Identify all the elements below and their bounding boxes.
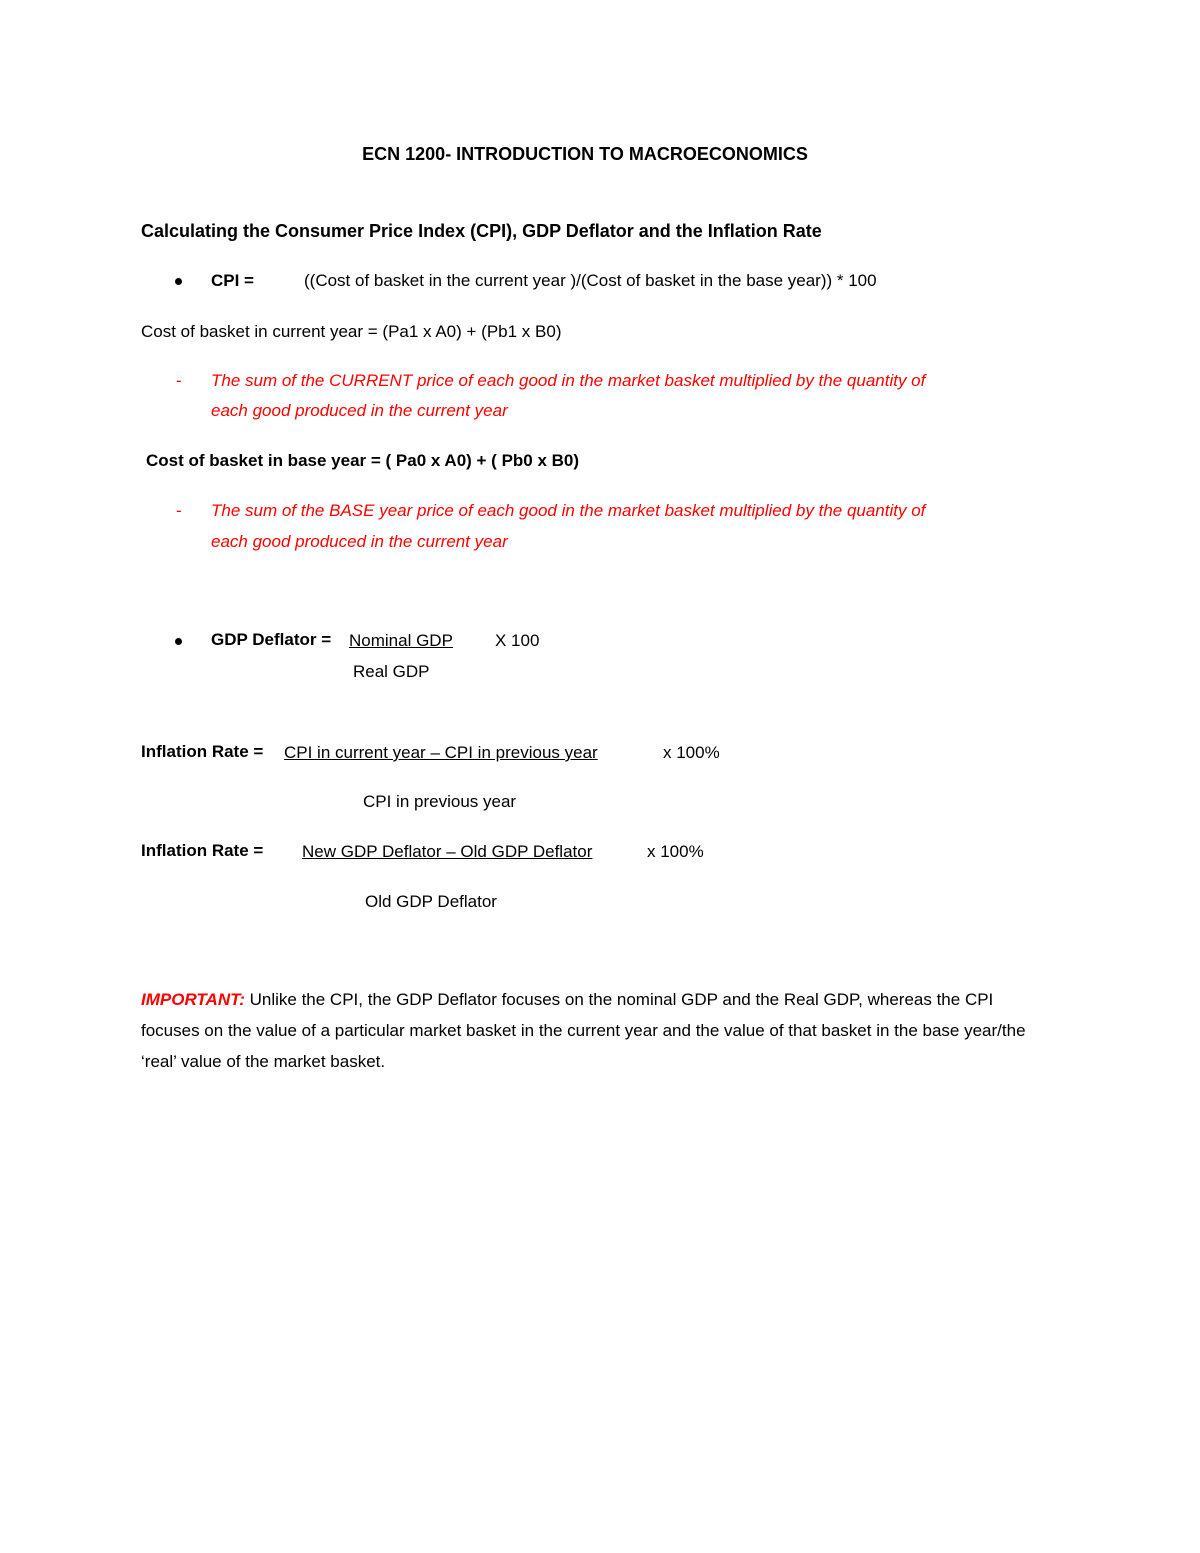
important-text: Unlike the CPI, the GDP Deflator focuses on the nominal GDP and the Real GDP, whereas the CPI focuses on the value of a particular market basket in the current year and the value of that basket in the base year/the ‘real’ value of the market basket. [141, 990, 1026, 1071]
current-basket-note-line1: The sum of the CURRENT price of each good in the market basket multiplied by the quantity of [211, 371, 926, 390]
dash-marker: - [176, 371, 182, 390]
cpi-label: CPI = [211, 271, 254, 290]
cpi-formula: ((Cost of basket in the current year )/(Cost of basket in the base year)) * 100 [304, 271, 877, 290]
gdp-deflator-label: GDP Deflator = [211, 630, 332, 649]
inflation-gdp-denominator: Old GDP Deflator [365, 892, 497, 911]
important-paragraph [141, 984, 1046, 1077]
gdp-deflator-multiplier: X 100 [495, 631, 540, 650]
inflation-gdp-numerator: New GDP Deflator – Old GDP Deflator [302, 842, 593, 861]
current-basket-formula: Cost of basket in current year = (Pa1 x A0) + (Pb1 x B0) [141, 322, 562, 341]
inflation-gdp-multiplier: x 100% [647, 842, 704, 861]
important-label: IMPORTANT: [141, 990, 245, 1009]
inflation-cpi-denominator: CPI in previous year [363, 792, 517, 811]
dash-marker: - [176, 501, 182, 520]
inflation-cpi-label: Inflation Rate = [141, 742, 264, 761]
gdp-deflator-numerator: Nominal GDP [349, 631, 453, 650]
inflation-cpi-numerator: CPI in current year – CPI in previous year [284, 743, 598, 762]
section-heading: Calculating the Consumer Price Index (CPI), GDP Deflator and the Inflation Rate [141, 221, 822, 241]
current-basket-note-line2: each good produced in the current year [211, 401, 508, 420]
page-title: ECN 1200- INTRODUCTION TO MACROECONOMICS [362, 144, 808, 164]
base-basket-note-line2: each good produced in the current year [211, 532, 508, 551]
inflation-cpi-multiplier: x 100% [663, 743, 720, 762]
bullet-dot [175, 638, 182, 645]
gdp-deflator-denominator: Real GDP [353, 662, 430, 681]
inflation-gdp-label: Inflation Rate = [141, 841, 264, 860]
bullet-dot [175, 278, 182, 285]
base-basket-note-line1: The sum of the BASE year price of each good in the market basket multiplied by the quantity of [211, 501, 926, 520]
base-basket-formula: Cost of basket in base year = ( Pa0 x A0) + ( Pb0 x B0) [146, 451, 580, 470]
